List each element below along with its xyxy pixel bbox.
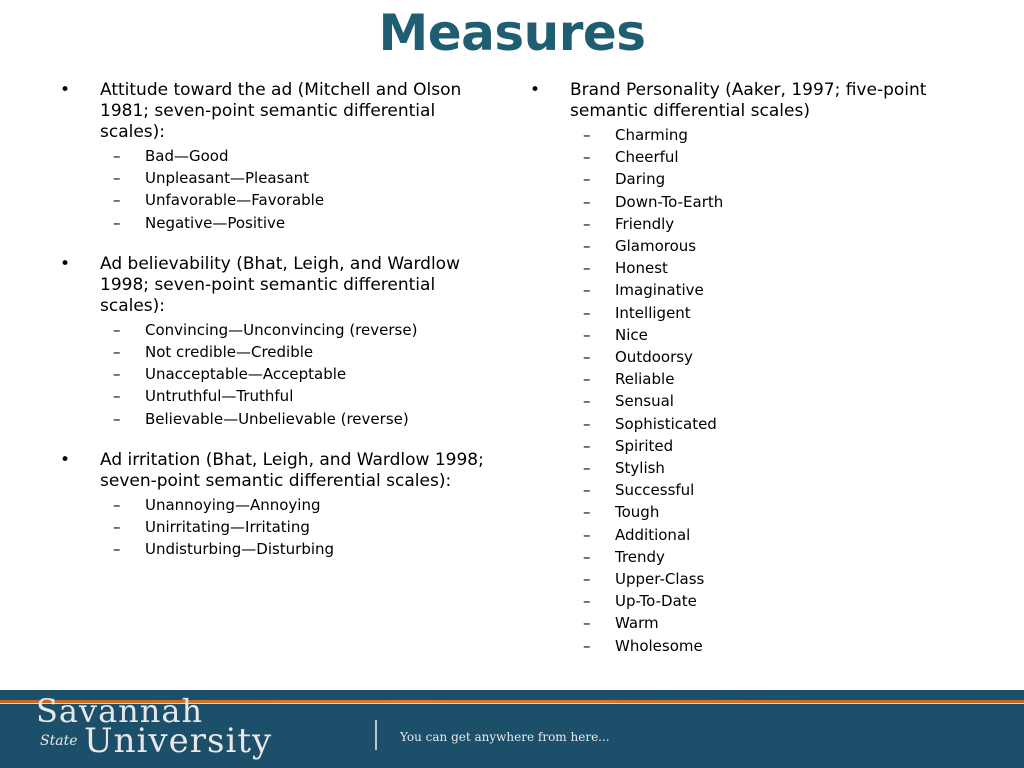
list-item: – Outdoorsy <box>583 348 693 367</box>
list-item: – Warm <box>583 614 659 633</box>
list-item: – Successful <box>583 481 695 500</box>
list-item: – Honest <box>583 259 668 278</box>
list-item: – Friendly <box>583 214 675 233</box>
bullet-icon: • <box>60 253 71 274</box>
list-item: – Untruthful—Truthful <box>113 387 294 406</box>
list-item: – Unacceptable—Acceptable <box>113 365 347 384</box>
list-item: – Convincing—Unconvincing (reverse) <box>113 320 418 339</box>
list-item: – Unpleasant—Pleasant <box>113 169 310 188</box>
logo-university-text: University <box>84 721 273 761</box>
list-item: – Intelligent <box>583 303 691 322</box>
list-item: – Believable—Unbelievable (reverse) <box>113 409 409 428</box>
bullet-icon: • <box>60 449 71 470</box>
logo-savannah-text: Savannah <box>36 692 204 730</box>
list-item: – Nice <box>583 325 648 344</box>
list-item: – Stylish <box>583 459 665 478</box>
list-item: – Unirritating—Irritating <box>113 518 310 537</box>
list-item: – Imaginative <box>583 281 704 300</box>
list-item: – Sophisticated <box>583 414 717 433</box>
footer-divider <box>375 720 377 750</box>
list-item: – Unfavorable—Favorable <box>113 191 325 210</box>
bullet-group-attitude <box>60 80 500 234</box>
list-item: – Bad—Good <box>113 147 229 165</box>
list-item: – Charming <box>583 126 688 144</box>
list-item: – Spirited <box>583 436 674 455</box>
logo-state-text: State <box>40 733 78 749</box>
bullet-icon: • <box>60 80 71 100</box>
footer-banner <box>0 690 1024 768</box>
right-column <box>530 80 970 657</box>
list-item: – Up-To-Date <box>583 592 697 611</box>
slide-title: Measures <box>378 4 646 62</box>
list-item: – Additional <box>583 525 691 544</box>
list-item: – Glamorous <box>583 237 697 256</box>
bullet-group-irritation <box>60 450 500 561</box>
list-item: – Cheerful <box>583 148 679 167</box>
list-item: – Daring <box>583 170 666 189</box>
list-item: – Down-To-Earth <box>583 192 724 211</box>
list-item: – Trendy <box>583 547 665 566</box>
list-item: – Unannoying—Annoying <box>113 495 321 514</box>
list-item: – Undisturbing—Disturbing <box>113 540 335 559</box>
list-item: – Wholesome <box>583 636 703 655</box>
bullet-heading: • Brand Personality (Aaker, 1997; five-point semantic differential scales) <box>530 80 927 121</box>
left-column <box>60 80 500 574</box>
list-item: – Negative—Positive <box>113 213 286 232</box>
list-item: – Reliable <box>583 370 675 389</box>
list-item: – Sensual <box>583 392 674 411</box>
footer-tagline: You can get anywhere from here... <box>400 730 610 744</box>
list-item: – Not credible—Credible <box>113 343 314 362</box>
bullet-group-believability <box>60 254 500 430</box>
bullet-heading: • Ad irritation (Bhat, Leigh, and Wardlow 1998; seven-point semantic differential scales): <box>60 449 484 491</box>
list-item: – Tough <box>583 503 660 522</box>
bullet-icon: • <box>530 80 541 100</box>
bullet-heading: • Attitude toward the ad (Mitchell and Olson 1981; seven-point semantic differential scales): <box>60 80 462 142</box>
brand-personality-list <box>530 124 970 657</box>
list-item: – Upper-Class <box>583 570 705 589</box>
bullet-heading: • Ad believability (Bhat, Leigh, and Wardlow 1998; seven-point semantic differential scales): <box>60 253 460 316</box>
